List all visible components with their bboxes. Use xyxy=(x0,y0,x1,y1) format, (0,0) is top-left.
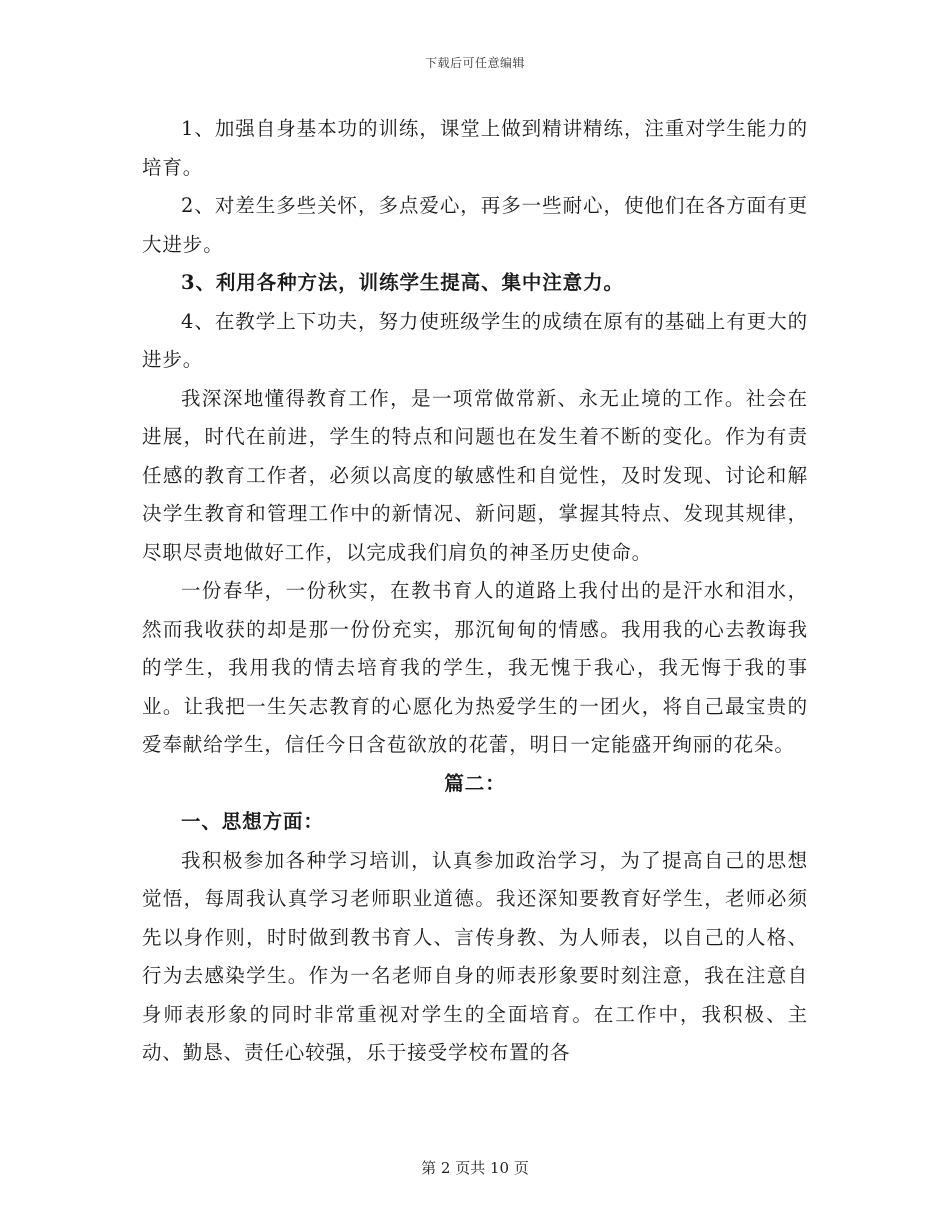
paragraph-3-bold: 3、利用各种方法，训练学生提高、集中注意力。 xyxy=(181,271,624,294)
paragraph-5: 我深深地懂得教育工作，是一项常做常新、永无止境的工作。社会在进展，时代在前进，学生的特点和问题也在发生着不断的变化。作为有责任感的教育工作者，必须以高度的敏感性和自觉性，及时发现、讨论和解决学生教育和管理工作中的新情况、新问题，掌握其特点、发现其规律，尽职尽责地做好工作，以完成我们肩负的神圣历史使命。 xyxy=(142,386,808,564)
section-title: 篇二： xyxy=(444,771,506,795)
page-header-note: 下载后可任意编辑 xyxy=(424,56,525,70)
paragraph-7: 我积极参加各种学习培训，认真参加政治学习，为了提高自己的思想觉悟，每周我认真学习老师职业道德。我还深知要教育好学生，老师必须先以身作则，时时做到教书育人、言传身教、为人师表，以自己的人格、行为去感染学生。作为一名老师自身的师表形象要时刻注意，我在注意自身师表形象的同时非常重视对学生的全面培育。在工作中，我积极、主动、勤恳、责任心较强，乐于接受学校布置的各 xyxy=(142,848,808,1064)
document-body xyxy=(142,110,808,1073)
sub-heading: 一、思想方面： xyxy=(181,810,324,833)
paragraph-4: 4、在教学上下功夫，努力使班级学生的成绩在原有的基础上有更大的进步。 xyxy=(142,309,808,371)
paragraph-6: 一份春华，一份秋实，在教书育人的道路上我付出的是汗水和泪水，然而我收获的却是那一份份充实，那沉甸甸的情感。我用我的心去教诲我的学生，我用我的情去培育我的学生，我无愧于我心，我无悔于我的事业。让我把一生矢志教育的心愿化为热爱学生的一团火，将自己最宝贵的爱奉献给学生，信任今日含苞欲放的花蕾，明日一定能盛开绚丽的花朵。 xyxy=(142,579,808,756)
paragraph-2: 2、对差生多些关怀，多点爱心，再多一些耐心，使他们在各方面有更大进步。 xyxy=(142,194,808,256)
page-footer: 第 2 页共 10 页 xyxy=(421,1159,529,1177)
paragraph-1: 1、加强自身基本功的训练，课堂上做到精讲精练，注重对学生能力的培育。 xyxy=(142,117,808,179)
